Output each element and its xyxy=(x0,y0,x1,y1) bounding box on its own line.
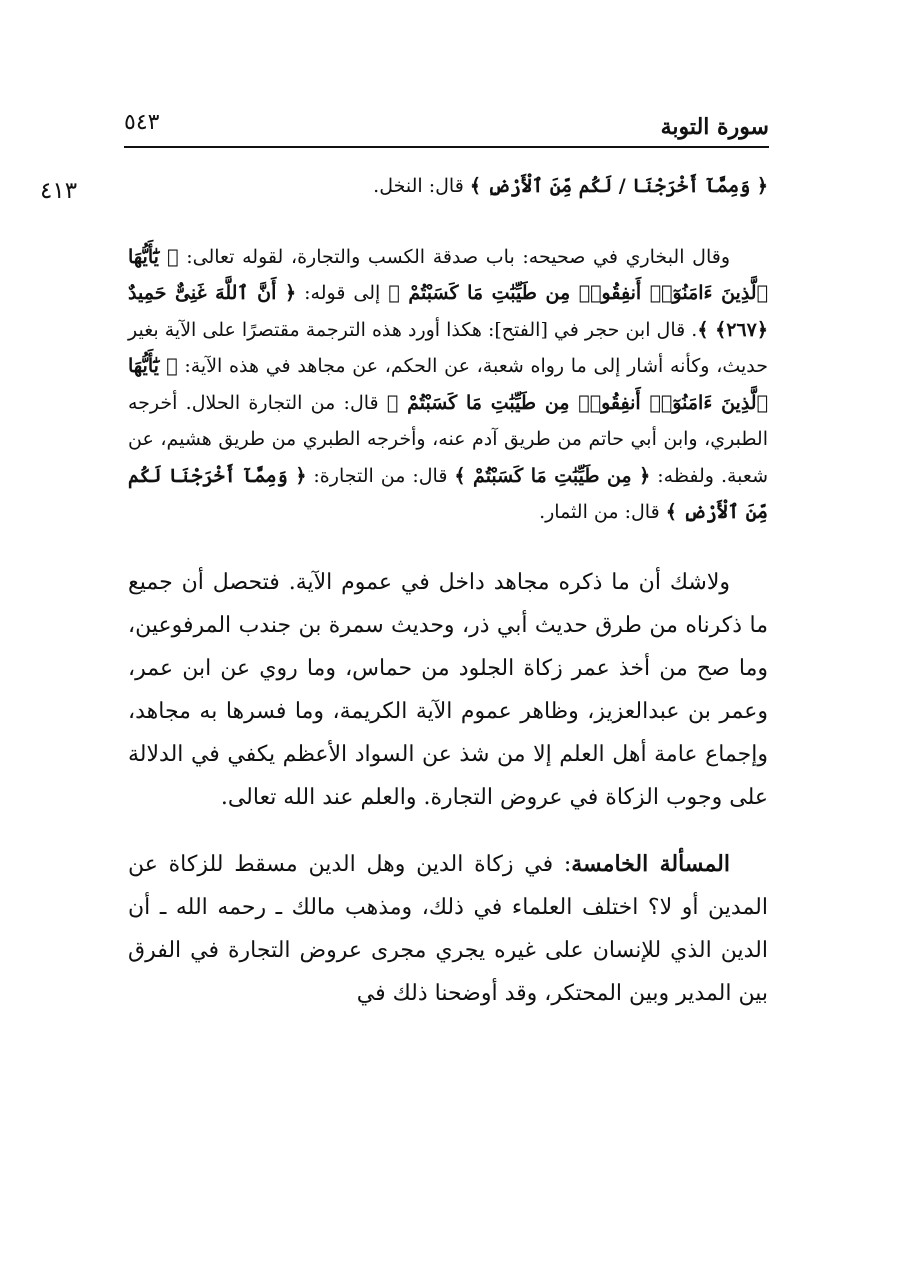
quran-quote: ﴿ مِن طَيِّبَٰتِ مَا كَسَبْتُمْ ﴾ xyxy=(454,464,651,487)
issue-heading: المسألة الخامسة xyxy=(571,850,730,877)
quran-quote: ﴿ وَمِمَّآ أَخْرَجْنَا / لَكُم مِّنَ ٱلْأَرْضِ ﴾ xyxy=(469,175,768,197)
verse-line-text: قال: النخل. xyxy=(373,175,470,197)
quran-quote: ﴿ يَٰٓأَيُّهَا ٱلَّذِينَ ءَامَنُوٓا۟ أَنفِقُوا۟ مِن طَيِّبَٰتِ مَا كَسَبْتُمْ ﴾ xyxy=(128,355,768,414)
quran-quote: ﴿ وَمِمَّآ أَخْرَجْنَا لَكُم مِّنَ ٱلْأَرْضِ ﴾ xyxy=(128,464,768,523)
paragraph-text: قال: من التجارة: xyxy=(306,464,455,487)
bukhari-paragraph xyxy=(128,239,768,531)
surah-title: سورة التوبة xyxy=(660,114,769,140)
paragraph-text: قال: من الثمار. xyxy=(539,501,666,523)
paragraph-text: إلى قوله: xyxy=(296,282,389,304)
paragraph-text: : في زكاة الدين وهل الدين مسقط للزكاة عن المدين أو لا؟ اختلف العلماء في ذلك، ومذهب مالك ـ رحمه الله ـ أن الدين الذي للإنسان على غيره يجري مجرى عروض التجارة في الفرق بين المدير وبين المحتكر، وقد أوضحنا ذلك في xyxy=(128,851,768,1006)
margin-page-reference: ٤١٣ xyxy=(40,178,78,204)
verse-line xyxy=(128,168,768,205)
quran-quote: ﴿ يَٰٓأَيُّهَا ٱلَّذِينَ ءَامَنُوٓا۟ أَنفِقُوا۟ مِن طَيِّبَٰتِ مَا كَسَبْتُمْ ﴾ xyxy=(128,245,768,304)
fifth-issue-paragraph xyxy=(128,843,768,1015)
paragraph-text: قال: من التجارة الحلال. أخرجه الطبري، وابن أبي حاتم من طريق آدم عنه، وأخرجه الطبري من طريق هشيم، عن شعبة. ولفظه: xyxy=(128,391,768,487)
page-header xyxy=(124,96,769,148)
quran-quote: ﴿ أَنَّ ٱللَّهَ غَنِىٌّ حَمِيدٌ ﴿٢٦٧﴾ ﴾ xyxy=(128,282,768,341)
paragraph-text: . قال ابن حجر في [الفتح]: هكذا أورد هذه الترجمة مقتصرًا على الآية بغير حديث، وكأنه أشار إلى ما رواه شعبة، عن الحكم، عن مجاهد في هذه الآية: xyxy=(128,318,768,377)
page-number: ٥٤٣ xyxy=(124,110,160,135)
conclusion-paragraph: ولاشك أن ما ذكره مجاهد داخل في عموم الآية. فتحصل أن جميع ما ذكرناه من طرق حديث أبي ذر، وحديث سمرة بن جندب المرفوعين، وما صح من أخذ عمر زكاة الجلود من حماس، وما روي عن ابن عمر، وعمر بن عبدالعزيز، وظاهر عموم الآية الكريمة، وما فسرها به مجاهد، وإجماع عامة أهل العلم إلا من شذ عن السواد الأعظم يكفي في الدلالة على وجوب الزكاة في عروض التجارة. والعلم عند الله تعالى. xyxy=(128,569,768,810)
paragraph-text: وقال البخاري في صحيحه: باب صدقة الكسب والتجارة، لقوله تعالى: xyxy=(178,245,730,268)
page-body xyxy=(128,160,768,1015)
